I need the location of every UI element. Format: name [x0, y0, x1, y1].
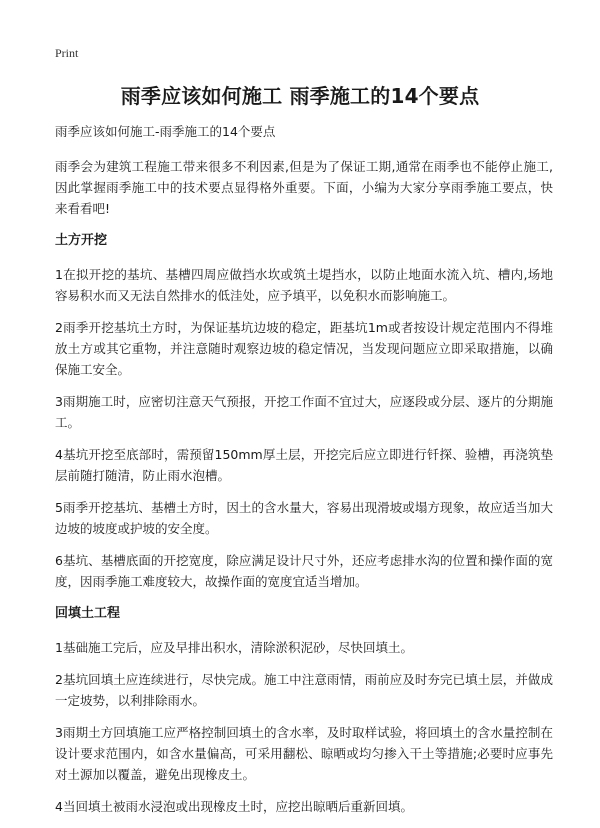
intro-paragraph: 雨季会为建筑工程施工带来很多不利因素,但是为了保证工期,通常在雨季也不能停止施工,因此掌握雨季施工中的技术要点显得格外重要。下面，小编为大家分享雨季施工要点，快来看看吧! [55, 159, 553, 216]
list-item: 4当回填土被雨水浸泡或出现橡皮土时，应挖出晾晒后重新回填。 [55, 799, 413, 814]
section-backfill [55, 603, 553, 817]
article-body [55, 121, 553, 828]
list-item: 2基坑回填土应连续进行，尽快完成。施工中注意雨情，雨前应及时夯完已填土层，并做成一定坡势，以利排除雨水。 [55, 672, 553, 708]
list-item: 2雨季开挖基坑土方时，为保证基坑边坡的稳定，距基坑1m或者按设计规定范围内不得堆放土方或其它重物，并注意随时观察边坡的稳定情况，当发现问题应立即采取措施，以确保施工安全。 [55, 320, 553, 377]
page-title: 雨季应该如何施工 雨季施工的14个要点 [120, 84, 480, 108]
list-item: 1基础施工完后，应及早排出积水，清除淤积泥砂，尽快回填土。 [55, 640, 413, 655]
list-item: 6基坑、基槽底面的开挖宽度，除应满足设计尺寸外，还应考虑排水沟的位置和操作面的宽度，因雨季施工难度较大，故操作面的宽度宜适当增加。 [55, 553, 553, 589]
list-item: 4基坑开挖至底部时，需预留150mm厚土层，开挖完后应立即进行钎探、验槽，再浇筑垫层前随打随清，防止雨水泡槽。 [55, 447, 553, 483]
section-heading: 回填土工程 [55, 606, 121, 621]
print-link[interactable]: Print [55, 46, 79, 60]
section-heading: 土方开挖 [55, 233, 108, 248]
article-subtitle: 雨季应该如何施工-雨季施工的14个要点 [55, 124, 276, 139]
list-item: 5雨季开挖基坑、基槽土方时，因土的含水量大，容易出现滑坡或塌方现象，故应适当加大边坡的坡度或护坡的安全度。 [55, 500, 553, 536]
list-item: 3雨期施工时，应密切注意天气预报，开挖工作面不宜过大，应逐段或分层、逐片的分期施工。 [55, 394, 553, 430]
list-item: 1在拟开挖的基坑、基槽四周应做挡水坎或筑土堤挡水，以防止地面水流入坑、槽内,场地容易积水而又无法自然排水的低洼处，应予填平，以免积水而影响施工。 [55, 267, 553, 303]
list-item: 3雨期土方回填施工应严格控制回填土的含水率，及时取样试验，将回填土的含水量控制在设计要求范围内，如含水量偏高，可采用翻松、晾晒或均匀掺入干土等措施;必要时应事先对土源加以覆盖，避免出现橡皮土。 [55, 725, 553, 782]
section-earthwork [55, 230, 553, 592]
